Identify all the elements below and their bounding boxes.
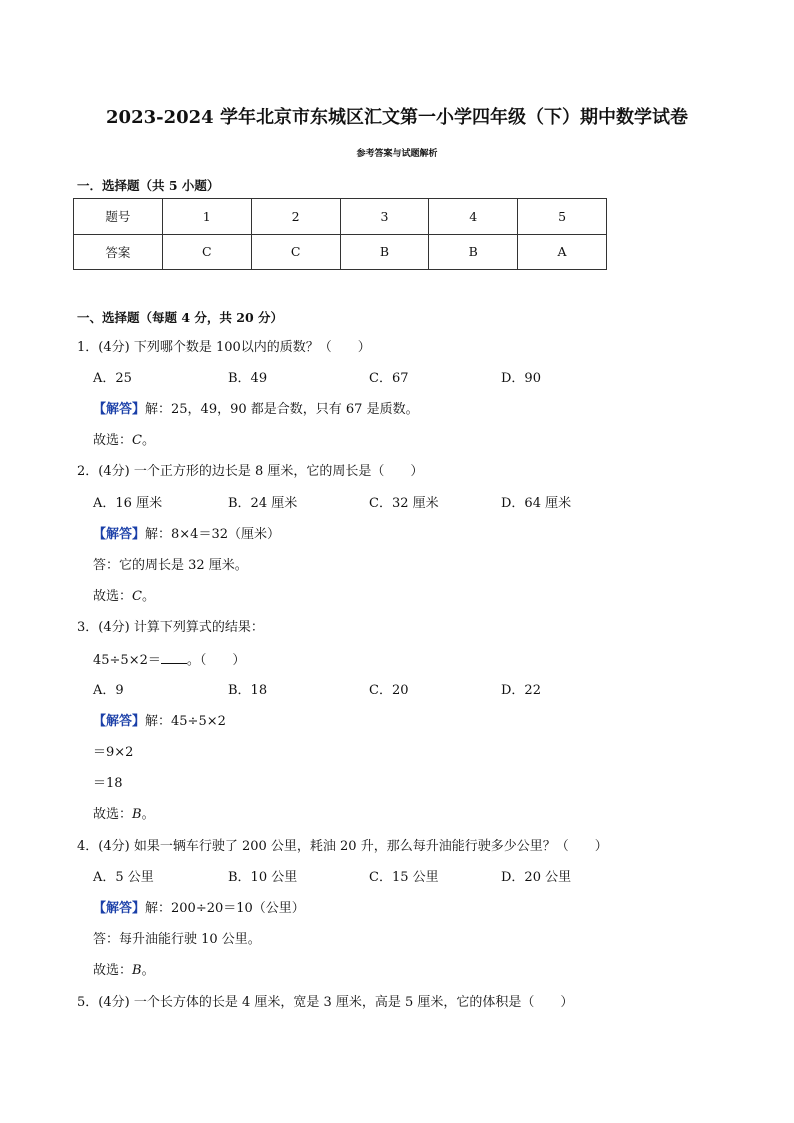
option-a: A．5 公里 (93, 870, 154, 885)
table-cell: 4 (429, 199, 518, 235)
choice-prefix: 故选： (93, 807, 133, 822)
table-row (74, 199, 607, 235)
option-b: B．18 (228, 683, 268, 698)
expression-suffix: 。（ ） (186, 653, 246, 668)
choice-line (93, 806, 155, 824)
solution-line (93, 900, 305, 918)
solution-line (93, 526, 280, 544)
page-title: 2023-2024 学年北京市东城区汇文第一小学四年级（下）期中数学试卷 (106, 107, 688, 128)
table-cell: A (518, 234, 607, 270)
solution-tag: 【解答】 (93, 714, 146, 729)
choice-prefix: 故选： (93, 433, 133, 448)
solution-text: 解：25，49，90 都是合数，只有 67 是质数。 (145, 402, 419, 417)
choice-letter: B (132, 963, 142, 978)
solution-tag: 【解答】 (93, 527, 146, 542)
table-cell: B (429, 234, 518, 270)
question-stem: 1．(4分) 下列哪个数是 100以内的质数？（ ） (77, 340, 371, 355)
question-stem: 4．(4分) 如果一辆车行驶了 200 公里，耗油 20 升，那么每升油能行驶多少公里？（ ） (77, 839, 608, 854)
choice-prefix: 故选： (93, 589, 133, 604)
expression-line (93, 651, 245, 670)
solution-tag: 【解答】 (93, 901, 146, 916)
solution-text: 解：200÷20＝10（公里） (145, 901, 305, 916)
table-cell: C (251, 234, 340, 270)
choice-suffix: 。 (141, 807, 155, 822)
solution-line (93, 401, 419, 419)
option-a: A．16 厘米 (93, 496, 163, 511)
option-d: D．20 公里 (501, 870, 572, 885)
table-header-cell: 题号 (74, 199, 163, 235)
choice-letter: C (132, 589, 142, 604)
option-d: D．90 (501, 371, 541, 386)
table-cell: 1 (162, 199, 251, 235)
choice-line (93, 962, 155, 980)
table-cell: 2 (251, 199, 340, 235)
answer-line: 答：每升油能行驶 10 公里。 (93, 932, 261, 947)
choice-suffix: 。 (141, 589, 155, 604)
choice-line (93, 432, 155, 450)
table-cell: 3 (340, 199, 429, 235)
solution-text: 解：45÷5×2 (145, 714, 226, 729)
page-subtitle: 参考答案与试题解析 (356, 149, 438, 159)
choice-line (93, 588, 155, 606)
table-cell: 5 (518, 199, 607, 235)
table-row (74, 234, 607, 270)
question-stem: 5．(4分) 一个长方体的长是 4 厘米，宽是 3 厘米，高是 5 厘米，它的体积是（ ） (77, 995, 574, 1010)
option-c: C．20 (369, 683, 409, 698)
choice-prefix: 故选： (93, 963, 133, 978)
table-header-cell: 答案 (74, 234, 163, 270)
answer-line: 答：它的周长是 32 厘米。 (93, 558, 248, 573)
option-b: B．10 公里 (228, 870, 298, 885)
section-heading-2: 一、选择题（每题 4 分，共 20 分） (77, 310, 284, 325)
choice-letter: B (132, 807, 142, 822)
solution-line (93, 713, 226, 731)
question-stem: 3．(4分) 计算下列算式的结果： (77, 620, 264, 635)
option-d: D．22 (501, 683, 541, 698)
table-cell: B (340, 234, 429, 270)
expression-text: 45÷5×2＝ (93, 653, 161, 668)
option-b: B．24 厘米 (228, 496, 298, 511)
section-heading-1: 一．选择题（共 5 小题） (77, 178, 220, 193)
answer-blank (161, 651, 187, 664)
option-c: C．32 厘米 (369, 496, 439, 511)
option-a: A．9 (93, 683, 124, 698)
table-cell: C (162, 234, 251, 270)
solution-step: ＝9×2 (93, 745, 134, 760)
choice-suffix: 。 (141, 963, 155, 978)
option-c: C．15 公里 (369, 870, 439, 885)
solution-text: 解：8×4＝32（厘米） (145, 527, 280, 542)
answer-table (73, 198, 607, 270)
option-d: D．64 厘米 (501, 496, 572, 511)
option-c: C．67 (369, 371, 409, 386)
question-stem: 2．(4分) 一个正方形的边长是 8 厘米，它的周长是（ ） (77, 464, 424, 479)
solution-tag: 【解答】 (93, 402, 146, 417)
solution-step: ＝18 (93, 776, 123, 791)
choice-suffix: 。 (141, 433, 155, 448)
option-b: B．49 (228, 371, 268, 386)
choice-letter: C (132, 433, 142, 448)
option-a: A．25 (93, 371, 132, 386)
